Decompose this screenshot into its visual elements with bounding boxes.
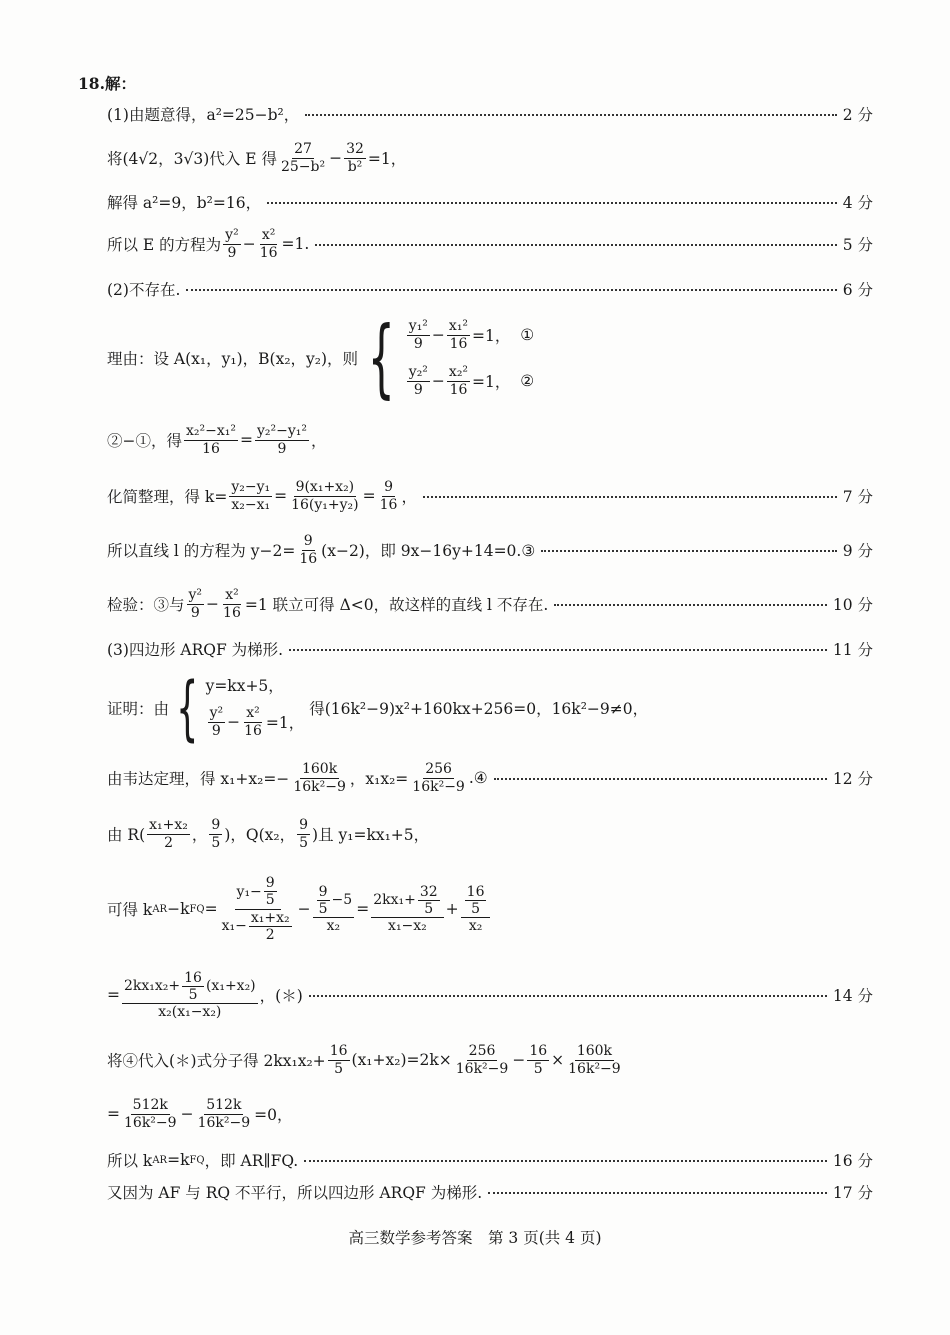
score: 17 分 bbox=[832, 1184, 873, 1202]
score: 4 分 bbox=[842, 194, 873, 212]
answer-line-11: (3)四边形 ARQF 为梯形. 11 分 bbox=[107, 637, 873, 661]
equation-system: { $\frac{\text{y₁²}}{9}$ − $\frac{\text{x₁²}}{16}$ =1， ① $\frac{\text{y₂²}}{9}$ − $\frac{\text{x₂²}}{16}$ =1， ② bbox=[367, 308, 535, 408]
answer-line-1: (1)由题意得，a²=25−b²， 2 分 bbox=[107, 102, 873, 126]
question-number: 18.解： bbox=[78, 74, 136, 93]
fraction: $\frac{\text{x²}}{16}$ bbox=[259, 227, 278, 261]
compound-fraction: 2kx₁x₂+ $\frac{16}{5}$ (x₁+x₂) x₂(x₁−x₂) bbox=[124, 969, 256, 1021]
compound-fraction: $\frac{9}{5}$ −5 x₂ bbox=[313, 884, 355, 934]
answer-line-6: 理由：设 A(x₁，y₁)，B(x₂，y₂)，则 { $\frac{\text{y₁²}}{9}$ − $\frac{\text{x₁²}}{16}$ =1， ① $\frac{\text{y₂²}}{9}$ − $\frac{\text{x₂²}}{16}$ =1， ② bbox=[107, 308, 535, 408]
answer-line-4: 所以 E 的方程为 $\frac{\text{y²}}{9}$ − $\frac{\text{x²}}{16}$ =1. 5 分 bbox=[107, 227, 873, 261]
fraction: $\frac{32}{\text{b²}}$ bbox=[346, 141, 364, 175]
answer-line-2: 将(4√2，3√3)代入 E 得 $\frac{27}{\text{25−b²}}$ − $\frac{32}{\text{b²}}$ =1， bbox=[107, 141, 407, 175]
answer-line-16: = 2kx₁x₂+ $\frac{16}{5}$ (x₁+x₂) x₂(x₁−x₂) ，(＊) 14 分 bbox=[107, 969, 873, 1021]
answer-line-8: 化简整理，得 k= $\frac{\text{y₂−y₁}}{\text{x₂−x₁}}$ = $\frac{\text{9(x₁+x₂)}}{\text{16(y₁+y₂)}}$ = $\frac{9}{16}$ ， 7 分 bbox=[107, 479, 873, 513]
fraction: $\frac{27}{\text{25−b²}}$ bbox=[280, 141, 326, 175]
answer-line-12: 证明：由 { y=kx+5， $\frac{\text{y²}}{9}$ − $\frac{\text{x²}}{16}$ =1， 得(16k²−9)x²+160kx+256=0，16k²−9≠0， bbox=[107, 667, 649, 749]
compound-fraction: $\frac{\frac{16}{5}}{\text{x₂}}$ bbox=[461, 884, 491, 934]
score: 10 分 bbox=[832, 596, 873, 614]
score: 6 分 bbox=[842, 281, 873, 299]
answer-line-18: = $\frac{512k}{\text{16k²−9}}$ − $\frac{512k}{\text{16k²−9}}$ =0， bbox=[107, 1097, 293, 1131]
answer-line-9: 所以直线 l 的方程为 y−2= $\frac{9}{16}$ (x−2)，即 9x−16y+14=0.③ 9 分 bbox=[107, 533, 873, 567]
answer-line-10: 检验：③与 $\frac{\text{y²}}{9}$ − $\frac{\text{x²}}{16}$ =1 联立可得 Δ<0，故这样的直线 l 不存在. 10 分 bbox=[107, 587, 873, 621]
answer-line-14: 由 R( $\frac{\text{x₁+x₂}}{2}$ ， $\frac{9}{5}$ )，Q(x₂， $\frac{9}{5}$ )且 y₁=kx₁+5， bbox=[107, 817, 430, 851]
fraction: $\frac{\text{y²}}{9}$ bbox=[225, 227, 239, 261]
score: 5 分 bbox=[842, 236, 873, 254]
score: 14 分 bbox=[832, 987, 873, 1005]
answer-line-19: 所以 k AR =k FQ ，即 AR∥FQ. 16 分 bbox=[107, 1151, 873, 1170]
score: 16 分 bbox=[832, 1152, 873, 1170]
answer-line-15: 可得 k AR −k FQ = y₁− $\frac{9}{5}$ x₁− $\frac{\text{x₁+x₂}}{2}$ − $\frac{9}{5}$ −5 x₂ = 2kx₁+ $\frac{32}{5}$ x₁−x₂ + $\frac{\frac{16}{5}}{\text{x₂}}$ bbox=[107, 866, 873, 952]
score: 7 分 bbox=[842, 488, 873, 506]
score: 11 分 bbox=[832, 641, 873, 659]
answer-line-3: 解得 a²=9，b²=16， 4 分 bbox=[107, 190, 873, 214]
score: 2 分 bbox=[842, 106, 873, 124]
answer-line-5: (2)不存在. 6 分 bbox=[107, 277, 873, 301]
score: 9 分 bbox=[842, 542, 873, 560]
answer-line-17: 将④代入(＊)式分子得 2kx₁x₂+ $\frac{16}{5}$ (x₁+x₂)=2k× $\frac{256}{\text{16k²−9}}$ − $\frac{16}{5}$ × $\frac{160k}{\text{16k²−9}}$ bbox=[107, 1043, 621, 1077]
compound-fraction: 2kx₁+ $\frac{32}{5}$ x₁−x₂ bbox=[371, 884, 443, 934]
answer-line-7: ②−①，得 $\frac{\text{x₂²−x₁²}}{16}$ = $\frac{\text{y₂²−y₁²}}{9}$ ， bbox=[107, 423, 327, 457]
score: 12 分 bbox=[832, 770, 873, 788]
answer-line-20: 又因为 AF 与 RQ 不平行，所以四边形 ARQF 为梯形. 17 分 bbox=[107, 1180, 873, 1204]
answer-line-13: 由韦达定理，得 x₁+x₂=− $\frac{160k}{\text{16k²−9}}$ ，x₁x₂= $\frac{256}{\text{16k²−9}}$ .④ 12 分 bbox=[107, 761, 873, 795]
compound-fraction: y₁− $\frac{9}{5}$ x₁− $\frac{\text{x₁+x₂}}{2}$ bbox=[221, 875, 290, 943]
page-footer: 高三数学参考答案 第 3 页(共 4 页) bbox=[348, 1229, 602, 1247]
equation-system: { y=kx+5， $\frac{\text{y²}}{9}$ − $\frac{\text{x²}}{16}$ =1， bbox=[176, 667, 305, 749]
